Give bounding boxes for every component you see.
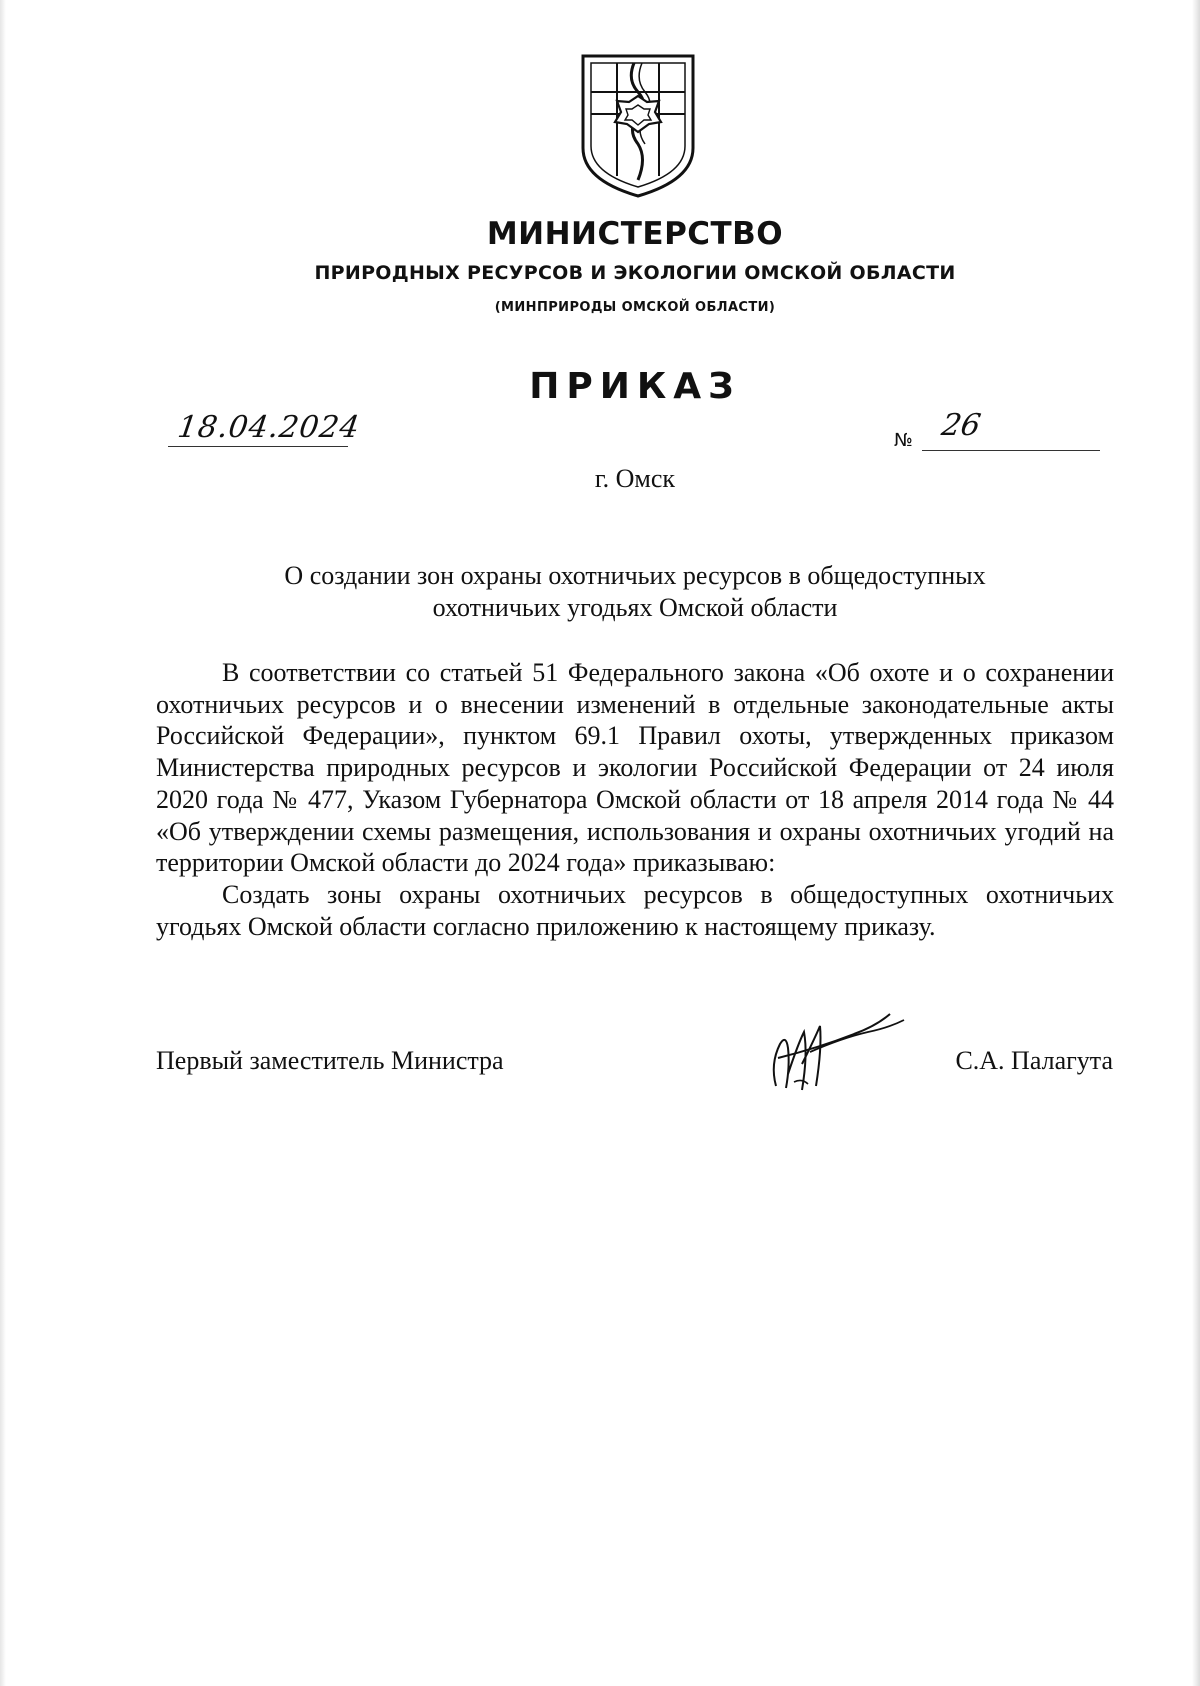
order-subject [160, 560, 1110, 624]
order-number: 26 [938, 408, 984, 443]
number-label: № [894, 430, 913, 451]
org-title: МИНИСТЕРСТВО [486, 216, 784, 252]
subject-line-2: охотничьих угодьях Омской области [432, 593, 838, 622]
handwritten-signature-icon [758, 1004, 908, 1096]
signer-position: Первый заместитель Министра [156, 1046, 504, 1075]
signer-name: С.А. Палагута [955, 1046, 1113, 1075]
scan-edge-left [0, 0, 6, 1686]
order-date: 18.04.2024 [175, 410, 363, 445]
doc-type-title: ПРИКАЗ [529, 366, 741, 407]
order-body [156, 657, 1114, 942]
org-short-name: (МИНПРИРОДЫ ОМСКОЙ ОБЛАСТИ) [494, 300, 776, 315]
city: г. Омск [594, 464, 676, 493]
coat-of-arms-icon [579, 52, 697, 200]
subject-line-1: О создании зон охраны охотничьих ресурсов в общедоступных [284, 561, 986, 590]
date-underline [168, 446, 348, 447]
number-underline [922, 450, 1100, 451]
body-paragraph-1: В соответствии со статьей 51 Федерального закона «Об охоте и о сохранении охотничьих ресурсов и о внесении изменений в отдельные законодательные акты Российской Федерации», пунктом 69.1 Правил охоты, утвержденных приказом Министерства природных ресурсов и экологии Российской Федерации от 24 июля 2020 года № 477, Указом Губернатора Омской области от 18 апреля 2014 года № 44 «Об утверждении схемы размещения, использования и охраны охотничьих угодий на территории Омской области до 2024 года» приказываю: [156, 658, 1114, 878]
body-paragraph-2: Создать зоны охраны охотничьих ресурсов в общедоступных охотничьих угодьях Омской области согласно приложению к настоящему приказу. [156, 879, 1114, 941]
org-subtitle: ПРИРОДНЫХ РЕСУРСОВ И ЭКОЛОГИИ ОМСКОЙ ОБЛАСТИ [314, 262, 956, 284]
scan-edge-right [1192, 0, 1200, 1686]
